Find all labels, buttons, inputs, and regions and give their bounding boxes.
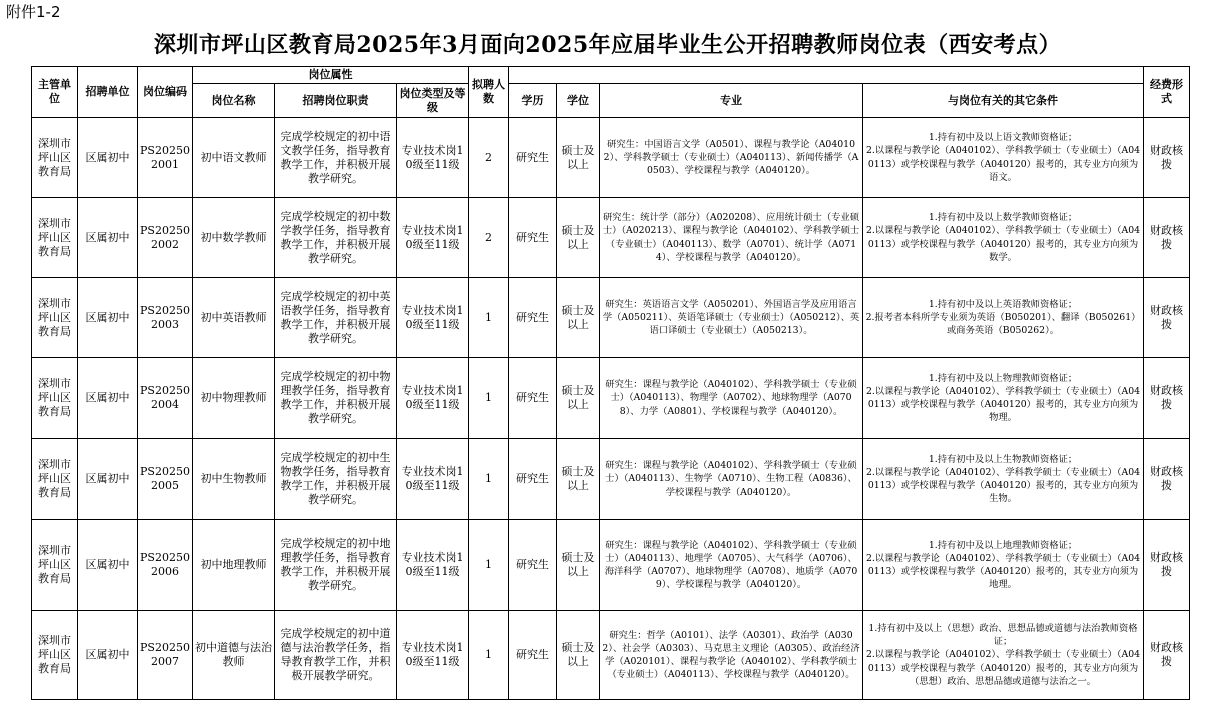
recruitment-table xyxy=(31,66,1190,700)
cell-post-code: PS202502005 xyxy=(138,439,193,520)
cell-other-conditions: 1.持有初中及以上地理教师资格证； 2.以课程与教学论（A040102）、学科教学硕士（专业硕士）（A040113）或学校课程与教学（A040120）报考的，其专业方向须为地理。 xyxy=(863,520,1144,611)
cell-post-code: PS202502002 xyxy=(138,198,193,278)
cell-count: 1 xyxy=(469,358,509,439)
header-hiring-unit: 招聘单位 xyxy=(78,67,138,118)
cell-major: 研究生：课程与教学论（A040102）、学科教学硕士（专业硕士）（A040113）、地理学（A0705）、大气科学（A0706）、海洋科学（A0707）、地球物理学（A0708）、地质学（A0709）、学校课程与教学（A040120）。 xyxy=(600,520,863,611)
cell-hiring-unit: 区属初中 xyxy=(78,198,138,278)
cell-post-type: 专业技术岗10级至11级 xyxy=(397,118,469,198)
cell-post-type: 专业技术岗10级至11级 xyxy=(397,198,469,278)
cell-duties: 完成学校规定的初中地理教学任务，指导教育教学工作，并积极开展教学研究。 xyxy=(275,520,397,611)
cell-duties: 完成学校规定的初中生物教学任务，指导教育教学工作，并积极开展教学研究。 xyxy=(275,439,397,520)
cell-education: 研究生 xyxy=(509,439,557,520)
cell-funding: 财政核拨 xyxy=(1144,358,1190,439)
cell-degree: 硕士及以上 xyxy=(557,118,600,198)
cell-count: 1 xyxy=(469,520,509,611)
cell-post-code: PS202502001 xyxy=(138,118,193,198)
cell-funding: 财政核拨 xyxy=(1144,278,1190,358)
cell-supervisor: 深圳市坪山区教育局 xyxy=(32,358,78,439)
cell-major: 研究生：哲学（A0101）、法学（A0301）、政治学（A0302）、社会学（A0303）、马克思主义理论（A0305）、政治经济学（A020101）、课程与教学论（A040102）、学科教学硕士（专业硕士）（A040113）、学校课程与教学（A040120）。 xyxy=(600,611,863,700)
cell-other-conditions: 1.持有初中及以上英语教师资格证； 2.报考者本科所学专业须为英语（B050201）、翻译（B050261）或商务英语（B050262）。 xyxy=(863,278,1144,358)
cell-count: 1 xyxy=(469,439,509,520)
cell-funding: 财政核拨 xyxy=(1144,198,1190,278)
cell-education: 研究生 xyxy=(509,118,557,198)
cell-major: 研究生：统计学（部分）（A020208）、应用统计硕士（专业硕士）（A020213）、课程与教学论（A040102）、学科教学硕士（专业硕士）（A040113）、数学（A0701）、统计学（A0714）、学校课程与教学（A040120）。 xyxy=(600,198,863,278)
cell-duties: 完成学校规定的初中物理教学任务，指导教育教学工作，并积极开展教学研究。 xyxy=(275,358,397,439)
cell-count: 2 xyxy=(469,198,509,278)
header-education: 学历 xyxy=(509,84,557,118)
cell-post-name: 初中道德与法治教师 xyxy=(193,611,275,700)
cell-supervisor: 深圳市坪山区教育局 xyxy=(32,198,78,278)
cell-major: 研究生：课程与教学论（A040102）、学科教学硕士（专业硕士）（A040113）、物理学（A0702）、地球物理学（A0708）、力学（A0801）、学校课程与教学（A040120）。 xyxy=(600,358,863,439)
cell-supervisor: 深圳市坪山区教育局 xyxy=(32,520,78,611)
cell-post-name: 初中英语教师 xyxy=(193,278,275,358)
attachment-label: 附件1-2 xyxy=(6,3,61,21)
cell-count: 1 xyxy=(469,611,509,700)
header-post-attributes: 岗位属性 xyxy=(193,67,469,84)
table-row xyxy=(32,439,1190,520)
cell-post-type: 专业技术岗10级至11级 xyxy=(397,520,469,611)
cell-post-name: 初中语文教师 xyxy=(193,118,275,198)
cell-duties: 完成学校规定的初中英语教学任务，指导教育教学工作，并积极开展教学研究。 xyxy=(275,278,397,358)
cell-other-conditions: 1.持有初中及以上数学教师资格证； 2.以课程与教学论（A040102）、学科教学硕士（专业硕士）（A040113）或学校课程与教学（A040120）报考的，其专业方向须为数学。 xyxy=(863,198,1144,278)
header-requirements-blank xyxy=(509,67,1144,84)
cell-funding: 财政核拨 xyxy=(1144,118,1190,198)
header-supervisor: 主管单位 xyxy=(32,67,78,118)
cell-post-name: 初中数学教师 xyxy=(193,198,275,278)
cell-education: 研究生 xyxy=(509,198,557,278)
cell-supervisor: 深圳市坪山区教育局 xyxy=(32,439,78,520)
table-row xyxy=(32,278,1190,358)
table-row xyxy=(32,358,1190,439)
cell-post-name: 初中地理教师 xyxy=(193,520,275,611)
cell-degree: 硕士及以上 xyxy=(557,611,600,700)
header-other-conditions: 与岗位有关的其它条件 xyxy=(863,84,1144,118)
cell-education: 研究生 xyxy=(509,278,557,358)
cell-count: 1 xyxy=(469,278,509,358)
cell-degree: 硕士及以上 xyxy=(557,198,600,278)
cell-degree: 硕士及以上 xyxy=(557,520,600,611)
cell-funding: 财政核拨 xyxy=(1144,611,1190,700)
cell-major: 研究生：课程与教学论（A040102）、学科教学硕士（专业硕士）（A040113）、生物学（A0710）、生物工程（A0836）、学校课程与教学（A040120）。 xyxy=(600,439,863,520)
table-row xyxy=(32,611,1190,700)
cell-supervisor: 深圳市坪山区教育局 xyxy=(32,118,78,198)
cell-other-conditions: 1.持有初中及以上生物教师资格证； 2.以课程与教学论（A040102）、学科教学硕士（专业硕士）（A040113）或学校课程与教学（A040120）报考的，其专业方向须为生物。 xyxy=(863,439,1144,520)
cell-other-conditions: 1.持有初中及以上语文教师资格证； 2.以课程与教学论（A040102）、学科教学硕士（专业硕士）（A040113）或学校课程与教学（A040120）报考的，其专业方向须为语文。 xyxy=(863,118,1144,198)
page-title: 深圳市坪山区教育局2025年3月面向2025年应届毕业生公开招聘教师岗位表（西安考点） xyxy=(153,32,1062,58)
cell-post-code: PS202502007 xyxy=(138,611,193,700)
cell-supervisor: 深圳市坪山区教育局 xyxy=(32,611,78,700)
cell-post-type: 专业技术岗10级至11级 xyxy=(397,611,469,700)
cell-degree: 硕士及以上 xyxy=(557,278,600,358)
header-funding: 经费形式 xyxy=(1144,67,1190,118)
table-row xyxy=(32,520,1190,611)
cell-post-name: 初中物理教师 xyxy=(193,358,275,439)
cell-hiring-unit: 区属初中 xyxy=(78,520,138,611)
header-major: 专业 xyxy=(600,84,863,118)
cell-post-type: 专业技术岗10级至11级 xyxy=(397,439,469,520)
cell-funding: 财政核拨 xyxy=(1144,520,1190,611)
table-row xyxy=(32,118,1190,198)
cell-hiring-unit: 区属初中 xyxy=(78,358,138,439)
cell-degree: 硕士及以上 xyxy=(557,439,600,520)
header-degree: 学位 xyxy=(557,84,600,118)
cell-major: 研究生：英语语言文学（A050201）、外国语言学及应用语言学（A050211）、英语笔译硕士（专业硕士）（A050212）、英语口译硕士（专业硕士）（A050213）。 xyxy=(600,278,863,358)
cell-hiring-unit: 区属初中 xyxy=(78,278,138,358)
cell-funding: 财政核拨 xyxy=(1144,439,1190,520)
cell-post-name: 初中生物教师 xyxy=(193,439,275,520)
header-post-code: 岗位编码 xyxy=(138,67,193,118)
cell-hiring-unit: 区属初中 xyxy=(78,118,138,198)
header-duties: 招聘岗位职责 xyxy=(275,84,397,118)
header-post-type: 岗位类型及等级 xyxy=(397,84,469,118)
header-post-name: 岗位名称 xyxy=(193,84,275,118)
table-row xyxy=(32,198,1190,278)
cell-hiring-unit: 区属初中 xyxy=(78,611,138,700)
cell-education: 研究生 xyxy=(509,611,557,700)
cell-degree: 硕士及以上 xyxy=(557,358,600,439)
cell-duties: 完成学校规定的初中数学教学任务，指导教育教学工作，并积极开展教学研究。 xyxy=(275,198,397,278)
cell-post-code: PS202502004 xyxy=(138,358,193,439)
cell-duties: 完成学校规定的初中道德与法治教学任务，指导教育教学工作，并积极开展教学研究。 xyxy=(275,611,397,700)
cell-duties: 完成学校规定的初中语文教学任务，指导教育教学工作，并积极开展教学研究。 xyxy=(275,118,397,198)
cell-major: 研究生：中国语言文学（A0501）、课程与教学论（A040102）、学科教学硕士（专业硕士）（A040113）、新闻传播学（A0503）、学校课程与教学（A040120）。 xyxy=(600,118,863,198)
cell-post-code: PS202502003 xyxy=(138,278,193,358)
header-count: 拟聘人数 xyxy=(469,67,509,118)
cell-other-conditions: 1.持有初中及以上物理教师资格证； 2.以课程与教学论（A040102）、学科教学硕士（专业硕士）（A040113）或学校课程与教学（A040120）报考的，其专业方向须为物理。 xyxy=(863,358,1144,439)
cell-post-type: 专业技术岗10级至11级 xyxy=(397,278,469,358)
cell-other-conditions: 1.持有初中及以上（思想）政治、思想品德或道德与法治教师资格证； 2.以课程与教学论（A040102）、学科教学硕士（专业硕士）（A040113）或学校课程与教学（A040120）报考的，其专业方向须为（思想）政治、思想品德或道德与法治之一。 xyxy=(863,611,1144,700)
cell-post-code: PS202502006 xyxy=(138,520,193,611)
cell-education: 研究生 xyxy=(509,520,557,611)
cell-post-type: 专业技术岗10级至11级 xyxy=(397,358,469,439)
cell-count: 2 xyxy=(469,118,509,198)
cell-education: 研究生 xyxy=(509,358,557,439)
cell-supervisor: 深圳市坪山区教育局 xyxy=(32,278,78,358)
cell-hiring-unit: 区属初中 xyxy=(78,439,138,520)
